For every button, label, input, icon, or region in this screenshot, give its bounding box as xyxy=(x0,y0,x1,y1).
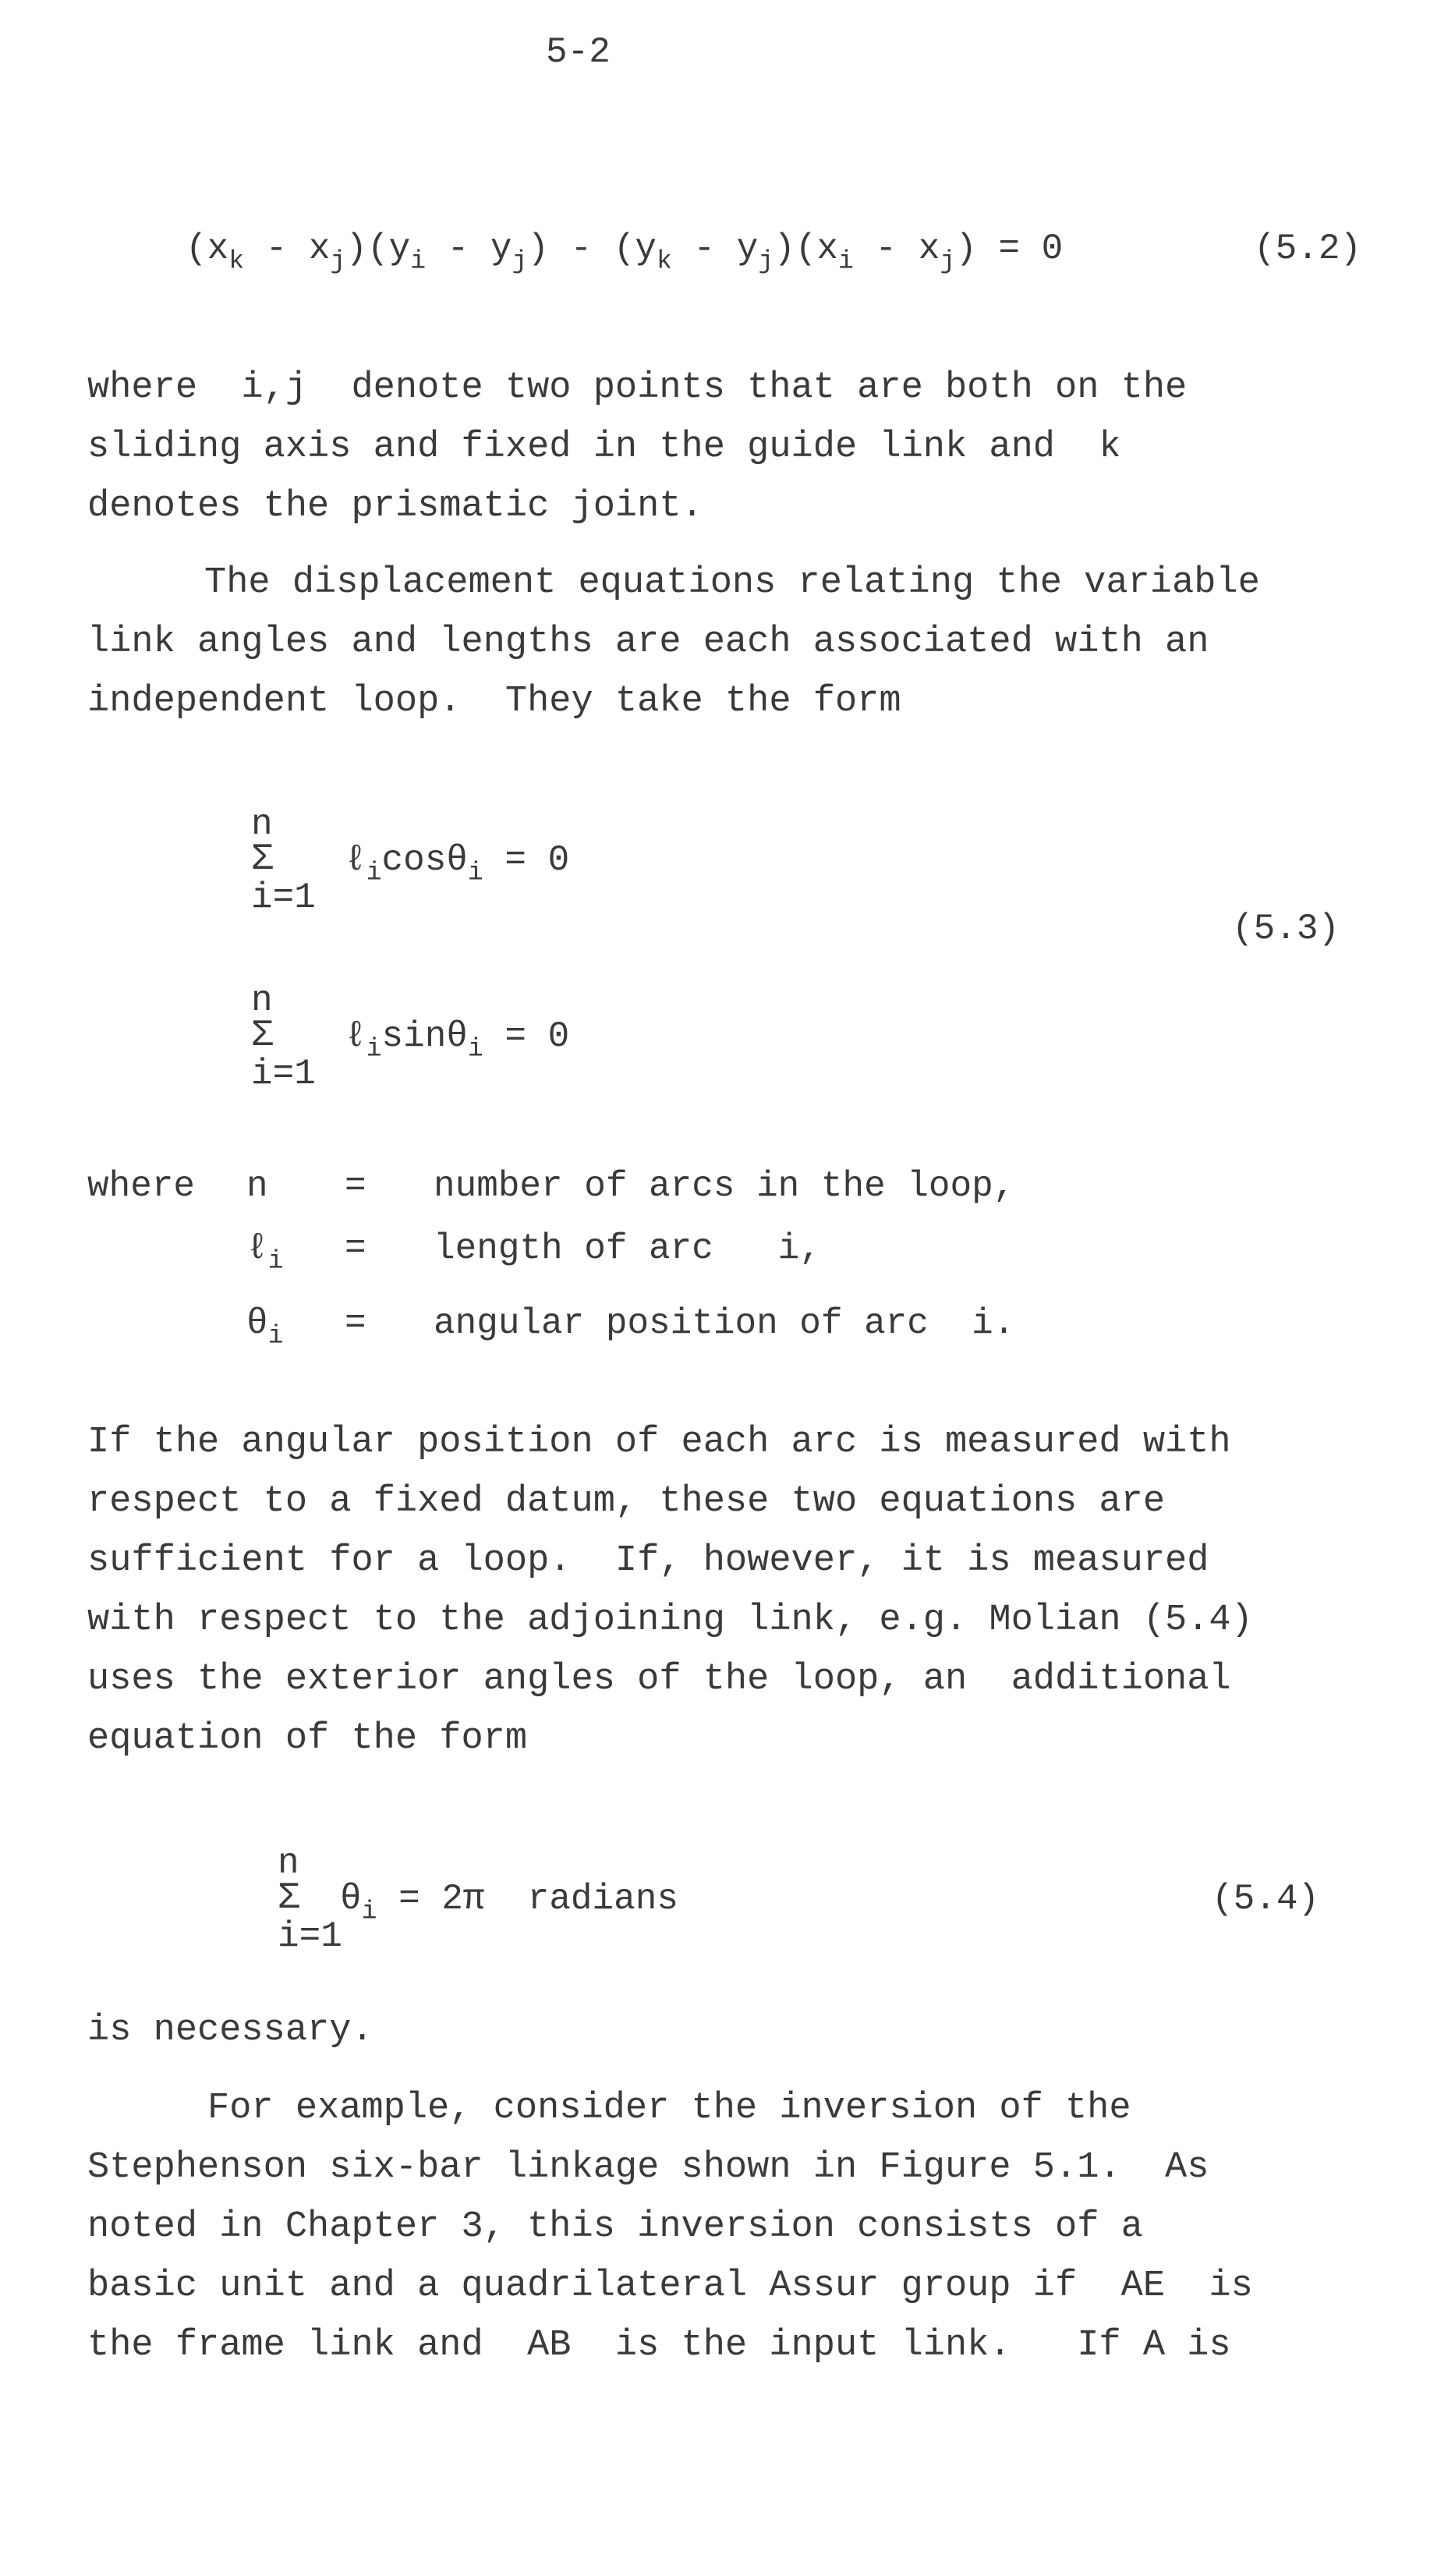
text-line: Stephenson six-bar linkage shown in Figure 5.1. As xyxy=(87,2147,1209,2188)
angle-sum-equation: $\theta_i = 2\pi$ radians xyxy=(340,1879,678,1926)
text-line: sufficient for a loop. If, however, it is measured xyxy=(87,1540,1209,1582)
text-line: where i,j denote two points that are both on the xyxy=(87,367,1188,409)
text-line: respect to a fixed datum, these two equations are xyxy=(87,1481,1166,1522)
equation-5-2: $(x_k - x_j)(y_i - y_j) - (y_k - y_j)(x_i - x_j) = 0$ xyxy=(186,229,1064,276)
definition-equals: = xyxy=(345,1303,366,1344)
definition-symbol: n xyxy=(246,1166,268,1207)
sigma-symbol: Σ xyxy=(251,1015,274,1057)
text-line: basic unit and a quadrilateral Assur group if AE is xyxy=(87,2266,1253,2307)
definition-text: length of arc i, xyxy=(434,1228,821,1269)
text-line: equation of the form xyxy=(87,1718,528,1759)
sigma-symbol: Σ xyxy=(278,1877,300,1919)
text-line: independent loop. They take the form xyxy=(87,681,901,722)
sum-lower-limit: i=1 xyxy=(251,877,316,918)
text-line: link angles and lengths are each associated with an xyxy=(87,622,1209,663)
definition-text: angular position of arc i. xyxy=(434,1303,1015,1344)
text-line: denotes the prismatic joint. xyxy=(87,486,703,527)
cosine-equation: ℓ$_i$cosθ$_i$ = 0 xyxy=(345,840,570,888)
definition-equals: = xyxy=(345,1166,366,1207)
text-line: the frame link and AB is the input link. If A is xyxy=(87,2325,1231,2366)
definitions-where: where xyxy=(87,1166,196,1207)
text-line: For example, consider the inversion of the xyxy=(207,2088,1131,2129)
definition-symbol: $\theta_i$ xyxy=(246,1303,284,1351)
text-line: sliding axis and fixed in the guide link and k xyxy=(87,427,1121,468)
sum-upper-limit: n xyxy=(278,1843,299,1883)
definition-symbol: ℓ$_i$ xyxy=(246,1228,284,1276)
definition-text: number of arcs in the loop, xyxy=(434,1166,1015,1207)
sigma-symbol: Σ xyxy=(251,838,274,881)
text-line: uses the exterior angles of the loop, an additional xyxy=(87,1659,1231,1700)
text-line: noted in Chapter 3, this inversion consists of a xyxy=(87,2206,1143,2248)
equation-number-5-2: (5.2) xyxy=(1254,229,1362,269)
paragraph-4: is necessary. xyxy=(87,2010,373,2051)
text-line: The displacement equations relating the variable xyxy=(204,562,1260,604)
sum-lower-limit: i=1 xyxy=(251,1054,316,1094)
equation-number-5-4: (5.4) xyxy=(1212,1879,1320,1919)
page-header: 5-2 xyxy=(546,32,611,73)
text-line: with respect to the adjoining link, e.g. Molian (5.4) xyxy=(87,1600,1253,1641)
sine-equation: ℓ$_i$sinθ$_i$ = 0 xyxy=(345,1016,570,1064)
equation-number-5-3: (5.3) xyxy=(1232,909,1340,949)
sum-upper-limit: n xyxy=(251,804,273,845)
text-line: If the angular position of each arc is measured with xyxy=(87,1422,1231,1463)
sum-upper-limit: n xyxy=(251,980,273,1021)
sum-lower-limit: i=1 xyxy=(278,1916,342,1957)
definition-equals: = xyxy=(345,1228,366,1269)
